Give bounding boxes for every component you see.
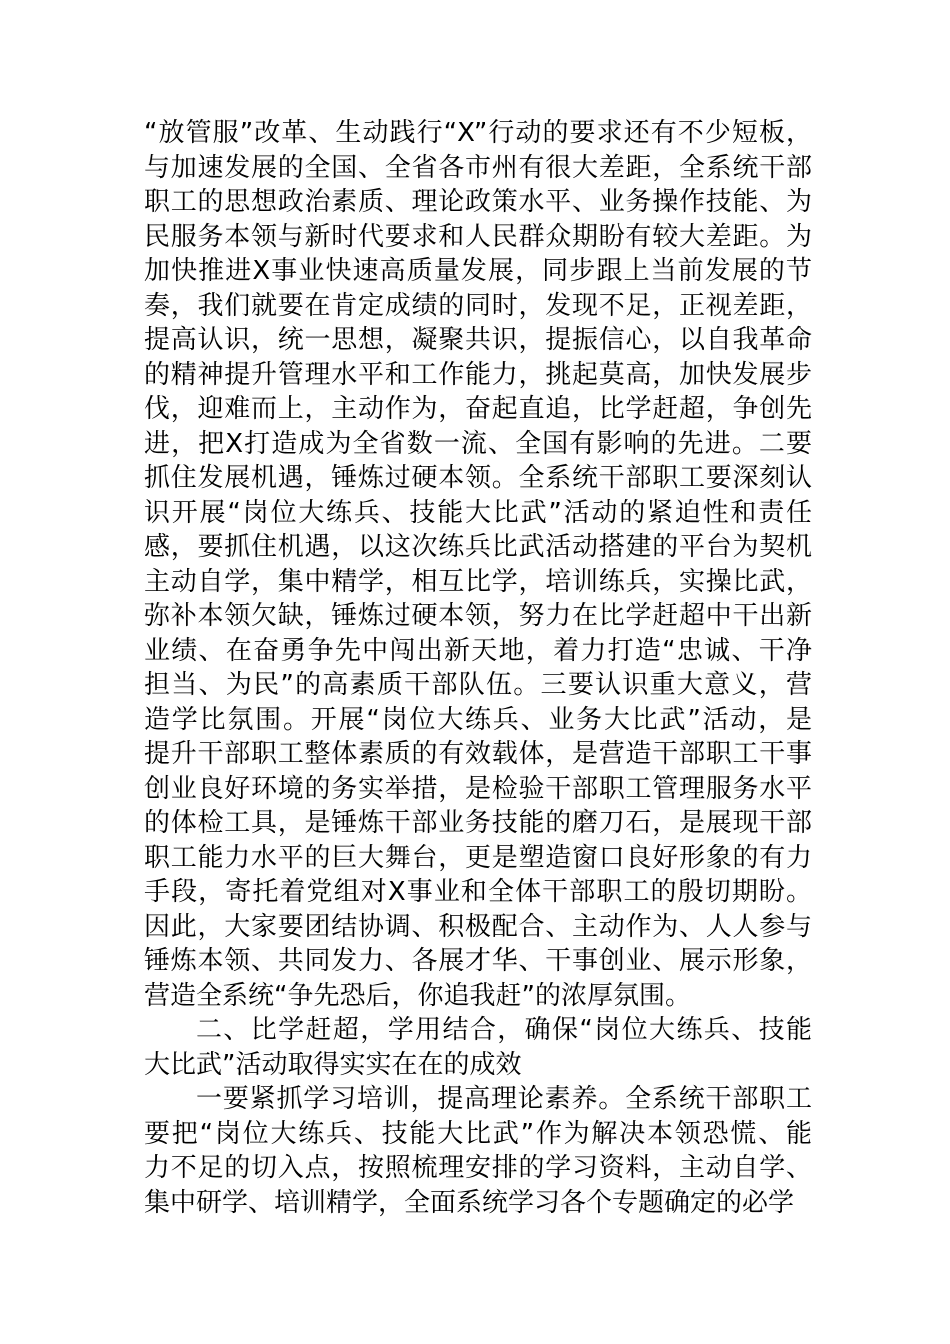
paragraph (144, 116, 812, 1013)
text-line: 主动自学，集中精学，相互比学，培训练兵，实操比武， (144, 566, 812, 597)
text-line: 力不足的切入点，按照梳理安排的学习资料，主动自学、 (144, 1153, 812, 1183)
text-line: 弥补本领欠缺，锤炼过硬本领，努力在比学赶超中干出新 (144, 601, 812, 631)
text-line: 锤炼本领、共同发力、各展才华、干事创业、展示形象， (144, 946, 812, 976)
text-line: 二、比学赶超，学用结合，确保“岗位大练兵、技能 (196, 1015, 812, 1045)
text-line: 的体检工具，是锤炼干部业务技能的磨刀石，是展现干部 (144, 808, 812, 838)
text-line: 集中研学、培训精学，全面系统学习各个专题确定的必学 (144, 1187, 795, 1218)
text-line: 识开展“岗位大练兵、技能大比武”活动的紧迫性和责任 (144, 497, 812, 528)
text-line: 进，把X打造成为全省数一流、全国有影响的先进。二要 (144, 428, 812, 459)
text-line: 营造全系统“争先恐后，你追我赶”的浓厚氛围。 (144, 980, 691, 1011)
text-line: 因此，大家要团结协调、积极配合、主动作为、人人参与 (144, 911, 812, 942)
text-line: 担当、为民”的高素质干部队伍。三要认识重大意义，营 (144, 670, 812, 700)
text-line: 与加速发展的全国、全省各市州有很大差距，全系统干部 (144, 152, 812, 183)
text-line: 大比武”活动取得实实在在的成效 (144, 1049, 522, 1080)
text-line: 要把“岗位大练兵、技能大比武”作为解决本领恐慌、能 (144, 1118, 812, 1149)
text-line: 抓住发展机遇，锤炼过硬本领。全系统干部职工要深刻认 (144, 463, 812, 493)
text-line: 感，要抓住机遇，以这次练兵比武活动搭建的平台为契机 (144, 532, 812, 562)
paragraph (144, 1082, 812, 1220)
text-line: 造学比氛围。开展“岗位大练兵、业务大比武”活动，是 (144, 704, 812, 735)
text-line: “放管服”改革、生动践行“X”行动的要求还有不少短板， (144, 118, 812, 148)
document-body (144, 116, 812, 1220)
text-line: 伐，迎难而上，主动作为，奋起直追，比学赶超，争创先 (144, 394, 812, 424)
text-line: 奏，我们就要在肯定成绩的同时，发现不足，正视差距， (144, 290, 812, 321)
text-line: 业绩、在奋勇争先中闯出新天地，着力打造“忠诚、干净 (144, 635, 812, 666)
text-line: 的精神提升管理水平和工作能力，挑起莫高，加快发展步 (144, 359, 812, 390)
paragraph (144, 1013, 812, 1082)
text-line: 提高认识，统一思想，凝聚共识，提振信心，以自我革命 (144, 325, 812, 355)
text-line: 职工的思想政治素质、理论政策水平、业务操作技能、为 (144, 187, 812, 217)
text-line: 职工能力水平的巨大舞台，更是塑造窗口良好形象的有力 (144, 842, 812, 873)
text-line: 加快推进X事业快速高质量发展，同步跟上当前发展的节 (144, 256, 812, 286)
text-line: 手段，寄托着党组对X事业和全体干部职工的殷切期盼。 (144, 877, 812, 907)
text-line: 民服务本领与新时代要求和人民群众期盼有较大差距。为 (144, 221, 812, 252)
text-line: 创业良好环境的务实举措，是检验干部职工管理服务水平 (144, 773, 812, 804)
text-line: 提升干部职工整体素质的有效载体，是营造干部职工干事 (144, 739, 812, 769)
text-line: 一要紧抓学习培训，提高理论素养。全系统干部职工 (196, 1084, 812, 1114)
